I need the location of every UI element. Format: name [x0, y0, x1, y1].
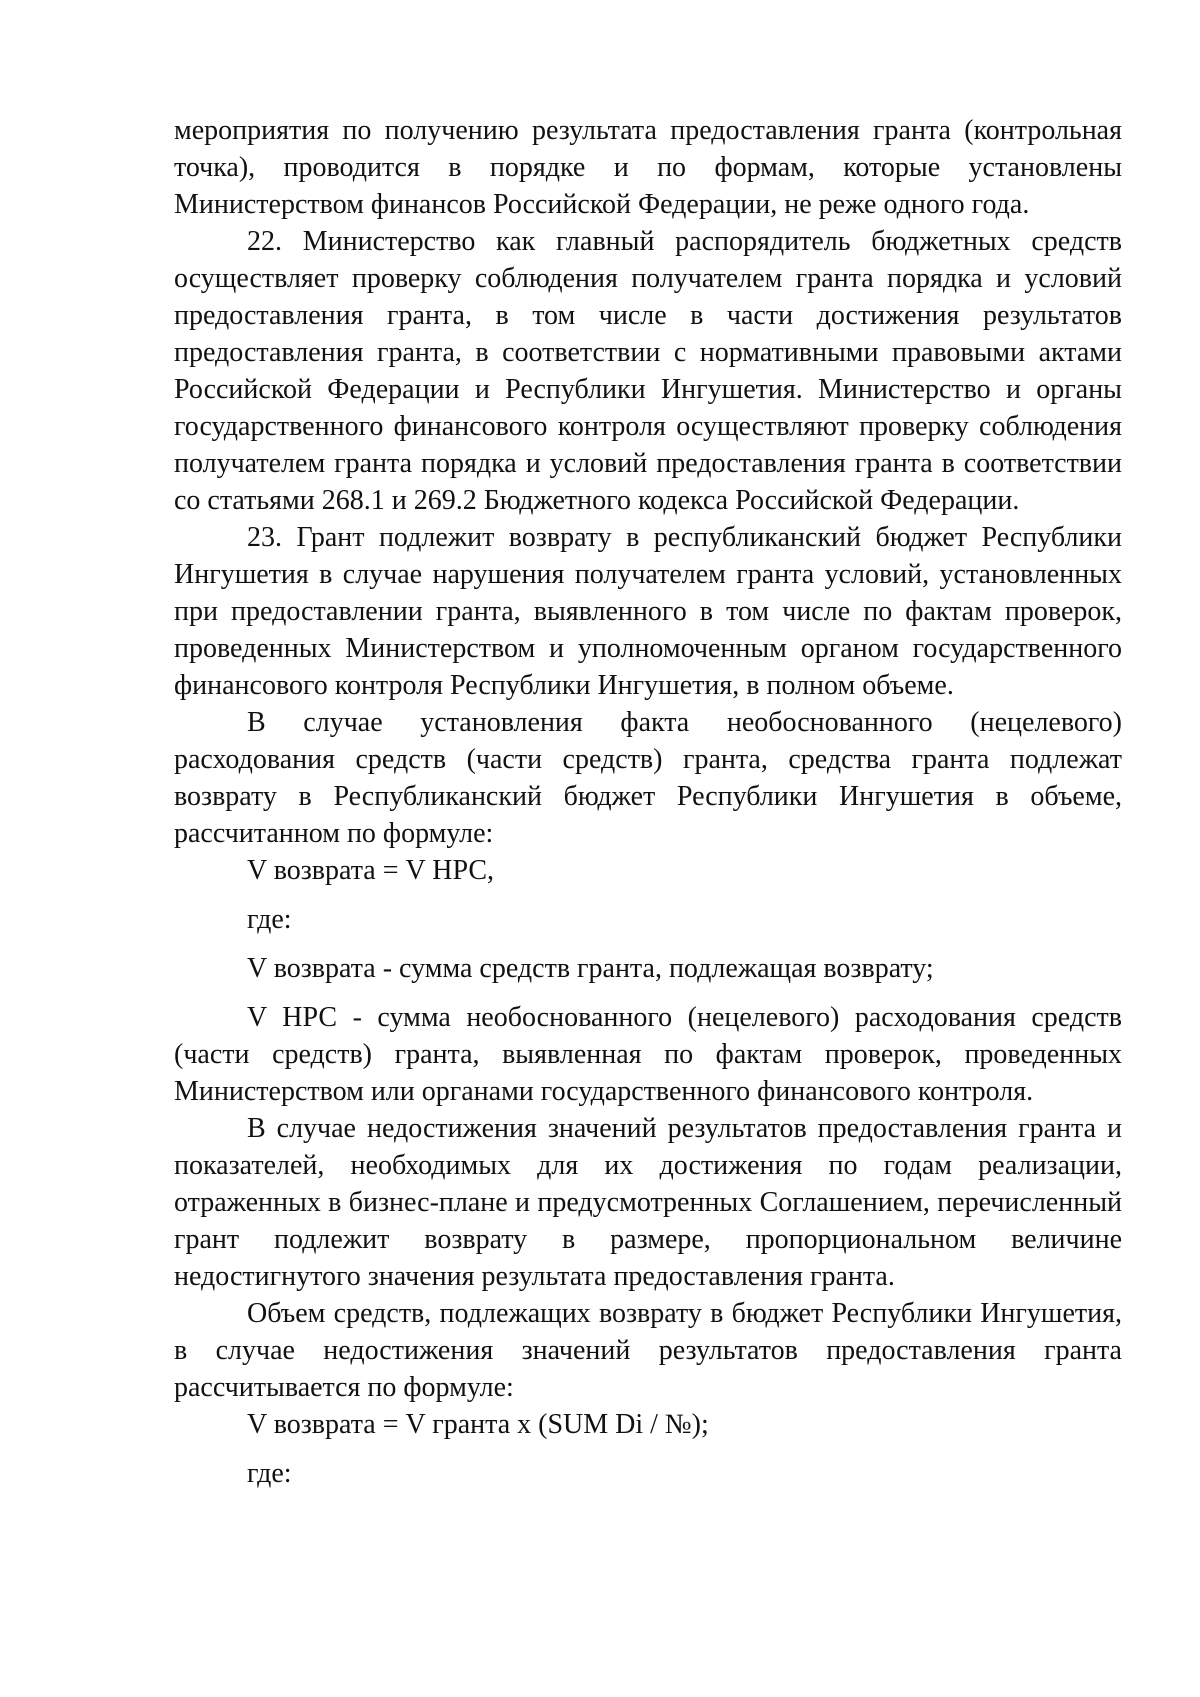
formula-where-label: где:: [247, 904, 292, 935]
paragraph-continuation: мероприятия по получению результата предоставления гранта (контрольная точка), проводится в порядке и по формам, которые установлены Министерством финансов Российской Федерации, не реже одного года.: [174, 115, 1122, 220]
definition-v-return: V возврата - сумма средств гранта, подлежащая возврату;: [247, 953, 934, 984]
definition-v-nrs: V НРС - сумма необоснованного (нецелевого) расходования средств (части средств) гранта, выявленная по фактам проверок, проведенных Министерством или органами государственного финансового контроля.: [174, 1002, 1122, 1107]
paragraph-misuse-case: В случае установления факта необоснованного (нецелевого) расходования средств (части средств) гранта, средства гранта подлежат возврату в Республиканский бюджет Республики Ингушетия в объеме, рассчитанном по формуле:: [174, 707, 1122, 849]
paragraph-non-achievement: В случае недостижения значений результатов предоставления гранта и показателей, необходимых для их достижения по годам реализации, отраженных в бизнес-плане и предусмотренных Соглашением, перечисленный грант подлежит возврату в размере, пропорциональном величине недостигнутого значения результата предоставления гранта.: [174, 1113, 1122, 1292]
document-body: [174, 112, 1122, 1492]
formula-where-label-2: где:: [247, 1458, 292, 1489]
paragraph-23: 23. Грант подлежит возврату в республиканский бюджет Республики Ингушетия в случае нарушения получателем гранта условий, установленных при предоставлении гранта, выявленного в том числе по фактам проверок, проведенных Министерством и уполномоченным органом государственного финансового контроля Республики Ингушетия, в полном объеме.: [174, 522, 1122, 701]
paragraph-return-volume: Объем средств, подлежащих возврату в бюджет Республики Ингушетия, в случае недостижения значений результатов предоставления гранта рассчитывается по формуле:: [174, 1298, 1122, 1403]
formula-return-grant: V возврата = V гранта x (SUM Di / №);: [247, 1409, 709, 1440]
paragraph-22: 22. Министерство как главный распорядитель бюджетных средств осуществляет проверку соблюдения получателем гранта порядка и условий предоставления гранта, в том числе в части достижения результатов предоставления гранта, в соответствии с нормативными правовыми актами Российской Федерации и Республики Ингушетия. Министерство и органы государственного финансового контроля осуществляют проверку соблюдения получателем гранта порядка и условий предоставления гранта в соответствии со статьями 268.1 и 269.2 Бюджетного кодекса Российской Федерации.: [174, 226, 1122, 516]
formula-return-nrs: V возврата = V НРС,: [247, 855, 495, 886]
